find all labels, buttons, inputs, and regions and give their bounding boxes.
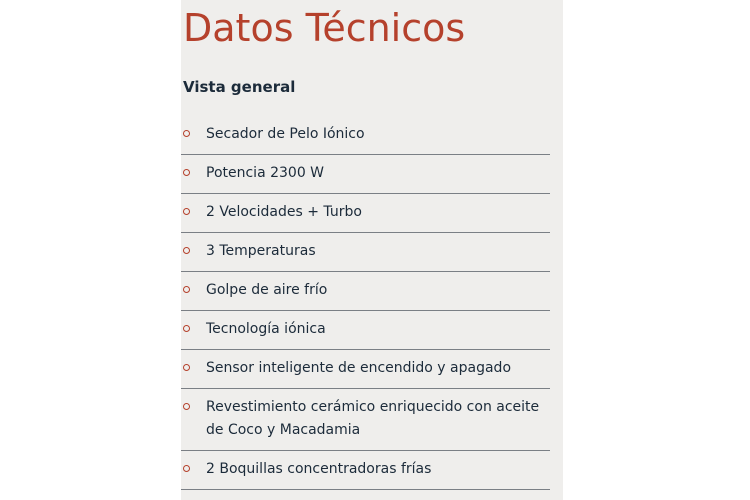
- list-item: [181, 350, 550, 389]
- technical-data-panel: [181, 0, 563, 500]
- list-item: [181, 233, 550, 272]
- feature-label: Golpe de aire frío: [206, 282, 328, 298]
- list-item: [181, 389, 550, 451]
- circle-bullet-icon: [183, 247, 190, 254]
- list-item: [181, 194, 550, 233]
- circle-bullet-icon: [183, 286, 190, 293]
- feature-label: Revestimiento cerámico enriquecido con aceite de Coco y Macadamia: [206, 399, 540, 438]
- feature-label: 2 Boquillas concentradoras frías: [206, 461, 432, 477]
- circle-bullet-icon: [183, 364, 190, 371]
- feature-label: 2 Velocidades + Turbo: [206, 204, 362, 220]
- page-title: Datos Técnicos: [183, 6, 466, 50]
- feature-label: 3 Temperaturas: [206, 243, 316, 259]
- list-item: [181, 311, 550, 350]
- list-item: [181, 155, 550, 194]
- circle-bullet-icon: [183, 130, 190, 137]
- features-list: [181, 116, 550, 490]
- circle-bullet-icon: [183, 325, 190, 332]
- list-item: [181, 272, 550, 311]
- circle-bullet-icon: [183, 403, 190, 410]
- list-item: [181, 451, 550, 490]
- feature-label: Tecnología iónica: [206, 321, 326, 337]
- section-subtitle: Vista general: [183, 78, 296, 96]
- list-item: [181, 116, 550, 155]
- circle-bullet-icon: [183, 465, 190, 472]
- circle-bullet-icon: [183, 208, 190, 215]
- feature-label: Sensor inteligente de encendido y apagado: [206, 360, 512, 376]
- circle-bullet-icon: [183, 169, 190, 176]
- feature-label: Secador de Pelo Iónico: [206, 126, 365, 142]
- feature-label: Potencia 2300 W: [206, 165, 325, 181]
